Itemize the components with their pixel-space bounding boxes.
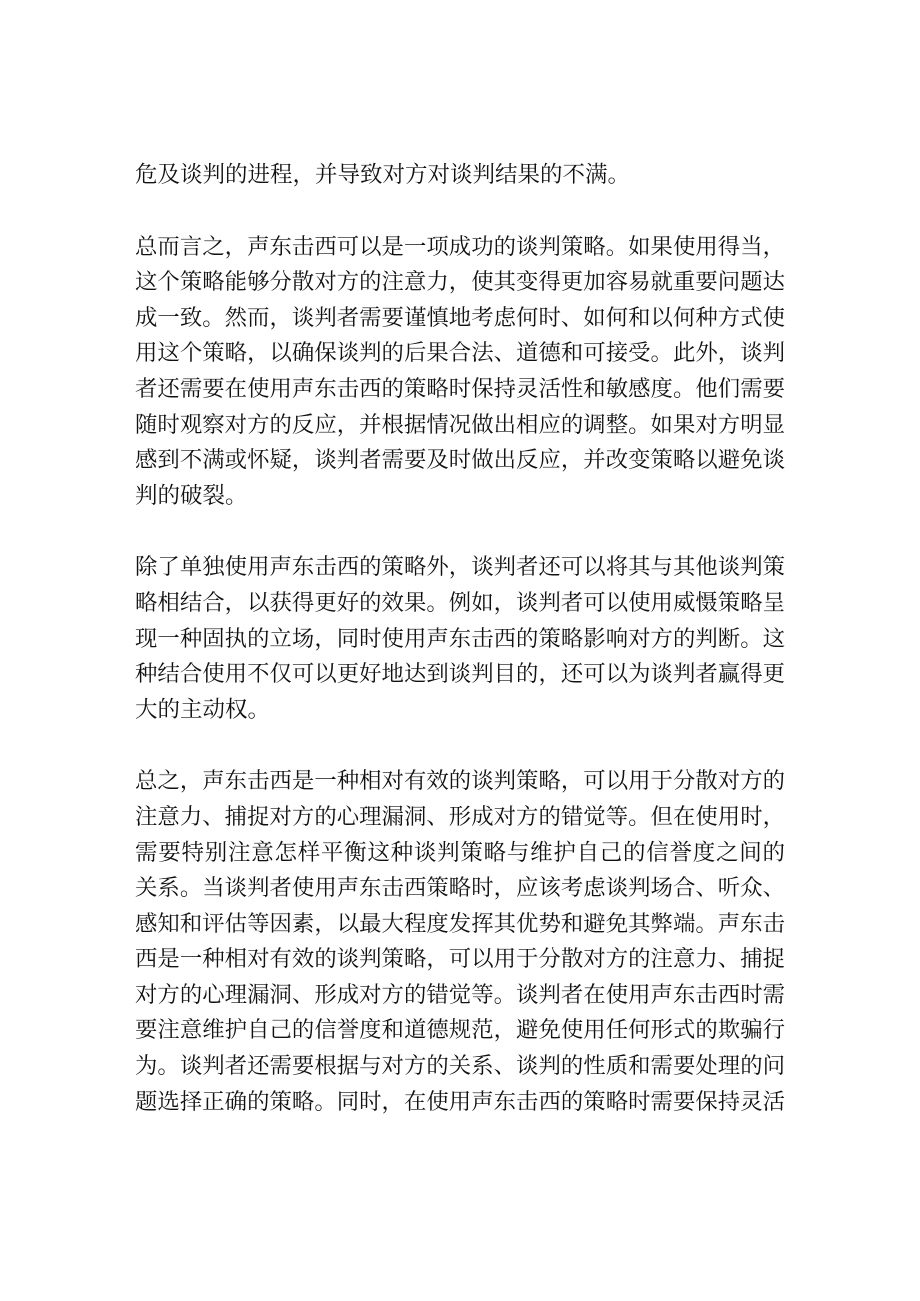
paragraph-3 [135,550,785,728]
text-line: 者还需要在使用声东击西的策略时保持灵活性和敏感度。他们需要 [135,375,785,402]
text-line: 注意力、捕捉对方的心理漏洞、形成对方的错觉等。但在使用时， [135,803,785,830]
text-line: 现一种固执的立场，同时使用声东击西的策略影响对方的判断。这 [135,625,785,652]
text-line: 对方的心理漏洞、形成对方的错觉等。谈判者在使用声东击西时需 [135,981,785,1008]
paragraph-2 [135,230,785,515]
text-line: 危及谈判的进程，并导致对方对谈判结果的不满。 [135,162,631,188]
text-line: 感到不满或怀疑，谈判者需要及时做出反应，并改变策略以避免谈 [135,447,785,474]
text-line: 关系。当谈判者使用声东击西策略时，应该考虑谈判场合、听众、 [135,875,785,902]
paragraph-4 [135,764,785,1120]
text-line: 判的破裂。 [135,482,248,509]
text-line: 需要特别注意怎样平衡这种谈判策略与维护自己的信誉度之间的 [135,839,785,866]
text-line: 要注意维护自己的信誉度和道德规范，避免使用任何形式的欺骗行 [135,1017,785,1044]
paragraph-1 [135,158,785,194]
text-line: 总而言之，声东击西可以是一项成功的谈判策略。如果使用得当， [135,233,785,260]
text-line: 总之，声东击西是一种相对有效的谈判策略，可以用于分散对方的 [135,768,785,795]
text-line: 为。谈判者还需要根据与对方的关系、谈判的性质和需要处理的问 [135,1053,785,1080]
text-line: 大的主动权。 [135,696,271,723]
text-line: 随时观察对方的反应，并根据情况做出相应的调整。如果对方明显 [135,411,785,438]
text-line: 感知和评估等因素，以最大程度发挥其优势和避免其弊端。声东击 [135,910,785,937]
text-line: 西是一种相对有效的谈判策略，可以用于分散对方的注意力、捕捉 [135,946,785,973]
text-line: 这个策略能够分散对方的注意力，使其变得更加容易就重要问题达 [135,269,785,296]
text-line: 题选择正确的策略。同时，在使用声东击西的策略时需要保持灵活 [135,1088,785,1115]
text-line: 用这个策略，以确保谈判的后果合法、道德和可接受。此外，谈判 [135,340,785,367]
text-line: 除了单独使用声东击西的策略外，谈判者还可以将其与其他谈判策 [135,554,785,581]
text-line: 成一致。然而，谈判者需要谨慎地考虑何时、如何和以何种方式使 [135,304,785,331]
text-line: 略相结合，以获得更好的效果。例如，谈判者可以使用威慑策略呈 [135,589,785,616]
text-line: 种结合使用不仅可以更好地达到谈判目的，还可以为谈判者赢得更 [135,661,785,688]
document-body [135,158,785,1120]
